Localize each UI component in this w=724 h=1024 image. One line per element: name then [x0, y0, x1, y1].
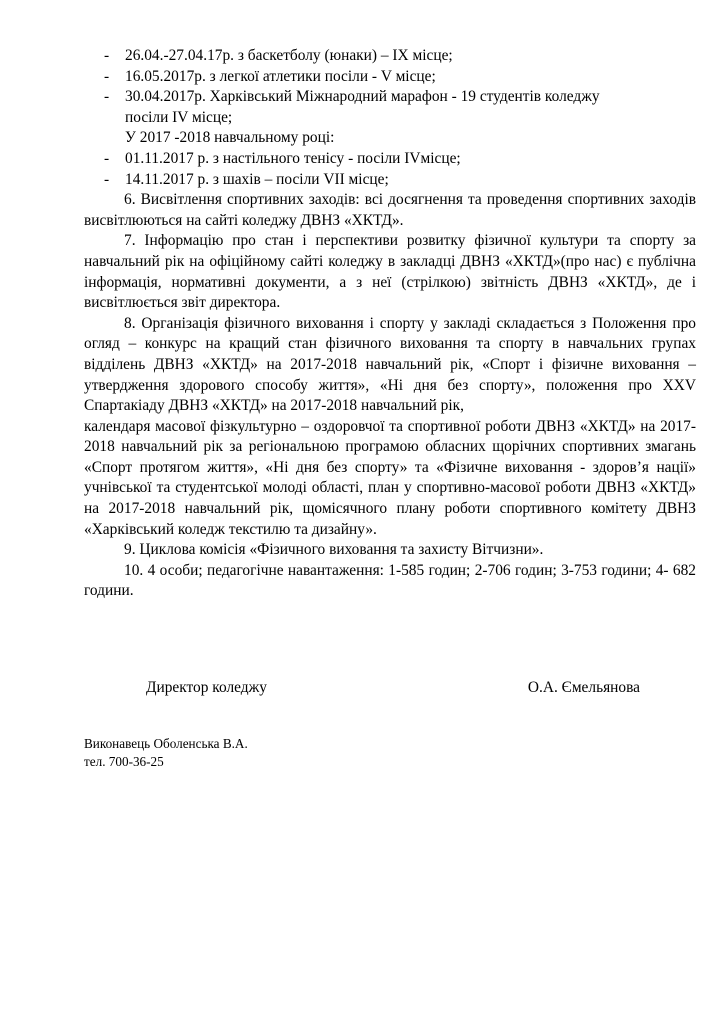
paragraph-8-continued: календаря масової фізкультурно – оздоровчої та спортивної роботи ДВНЗ «ХКТД» на 2017-2018 навчальний рік за регіональною програмою обласних щорічних спортивних змагань «Спорт протягом життя», «Ні дня без спорту» та «Фізичне виховання - здоров’я нації» учнівської та студентської молоді області, план у спортивно-масової роботи ДВНЗ «ХКТД» на 2017-2018 навчальний рік, щомісячного плану роботи спортивного комітету ДВНЗ «Харківський коледж текстилю та дизайну».	[84, 417, 696, 538]
paragraph-10: 10. 4 особи; педагогічне навантаження: 1-585 годин; 2-706 годин; 3-753 години; 4- 682 години.	[84, 561, 696, 600]
list-item-text: 26.04.-27.04.17р. з баскетболу (юнаки) – IX місце;	[125, 47, 453, 64]
achievements-list-second	[84, 149, 696, 190]
document-body	[84, 46, 696, 602]
list-bullet-dash: -	[104, 47, 110, 64]
signature-name: О.А. Ємельянова	[527, 679, 640, 696]
paragraph-7: 7. Інформацію про стан і перспективи розвитку фізичної культури та спорту за навчальний рік на офіційному сайті коледжу в закладці ДВНЗ «ХКТД»(про нас) є публічна інформація, нормативні документи, а з неї (стрілкою) звітність ДВНЗ «ХКТД», де і висвітлюється звіт директора.	[84, 232, 696, 312]
academic-year-heading: У 2017 -2018 навчальному році:	[125, 129, 335, 147]
list-item-text: 16.05.2017р. з легкої атлетики посіли - V місце;	[125, 67, 436, 85]
list-item	[84, 87, 696, 108]
paragraph-6: 6. Висвітлення спортивних заходів: всі досягнення та проведення спортивних заходів висвітлюються на сайті коледжу ДВНЗ «ХКТД».	[84, 191, 696, 229]
footer-block	[84, 735, 584, 770]
list-continuation-line: посіли IV місце;	[125, 108, 233, 126]
footer-executor: Виконавець Оболенська В.А.	[84, 736, 248, 751]
list-item	[84, 170, 696, 191]
achievements-list-first	[84, 46, 696, 108]
list-item	[84, 149, 696, 170]
list-item-text: 14.11.2017 р. з шахів – посіли VII місце;	[125, 170, 389, 188]
paragraph-8: 8. Організація фізичного виховання і спорту у закладі складається з Положення про огляд – конкурс на кращий стан фізичного виховання та спорту в навчальних групах відділень ДВНЗ «ХКТД» на 2017-2018 навчальний рік, «Спорт і фізичне виховання – утвердження здорового способу життя», «Ні дня без спорту», положення про XXV Спартакіаду ДВНЗ «ХКТД» на 2017-2018 навчальний рік,	[84, 314, 696, 415]
signature-role: Директор коледжу	[146, 679, 267, 696]
list-bullet-dash: -	[104, 170, 110, 188]
list-item	[84, 46, 696, 67]
footer-phone: тел. 700-36-25	[84, 753, 164, 769]
list-item-text: 30.04.2017р. Харківський Міжнародний марафон - 19 студентів коледжу	[125, 88, 600, 106]
signature-block	[84, 678, 696, 699]
signature-row	[84, 678, 696, 699]
list-item	[84, 67, 696, 88]
list-item-text: 01.11.2017 р. з настільного тенісу - посіли IVмісце;	[125, 149, 461, 167]
list-bullet-dash: -	[104, 88, 110, 106]
list-bullet-dash: -	[104, 67, 110, 85]
paragraph-9: 9. Циклова комісія «Фізичного виховання та захисту Вітчизни».	[124, 541, 544, 559]
list-bullet-dash: -	[104, 149, 110, 167]
